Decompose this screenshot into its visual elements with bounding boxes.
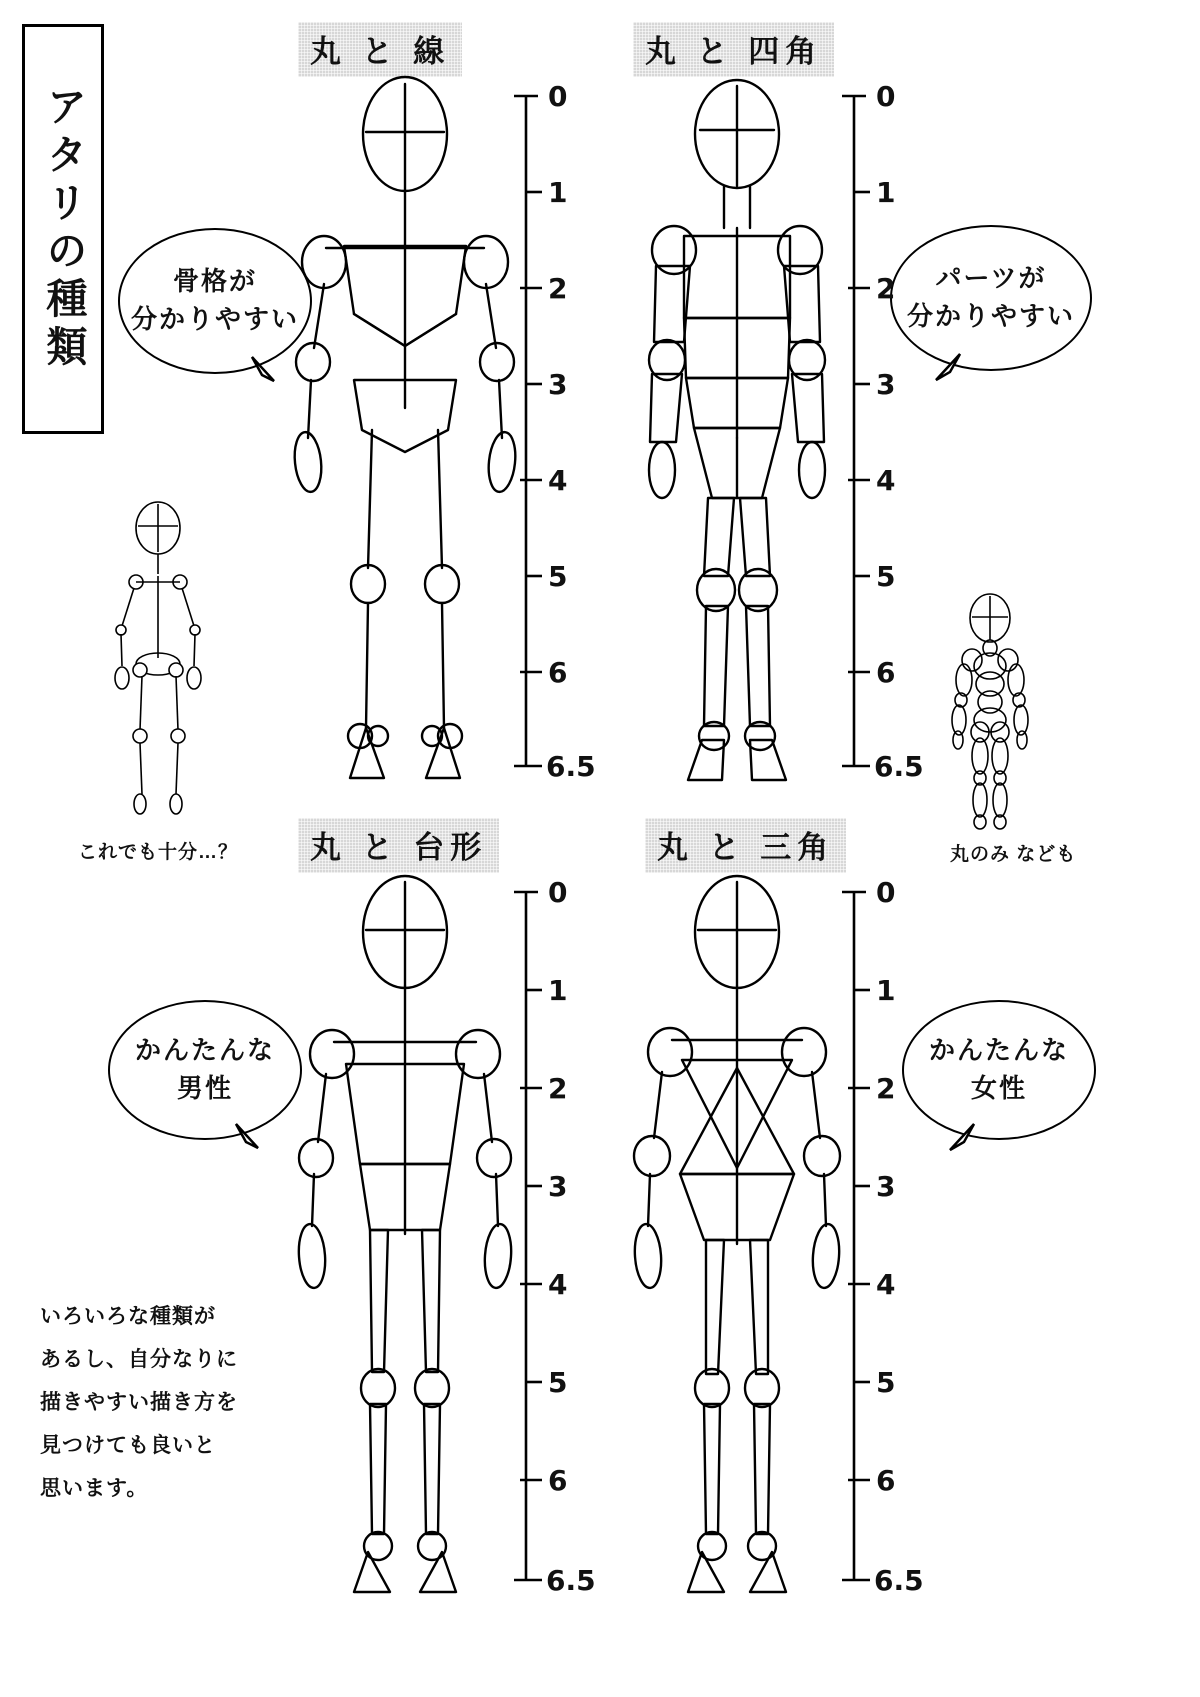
svg-text:5: 5	[548, 560, 568, 593]
section-header-maru-sen: 丸 と 線	[298, 22, 462, 77]
svg-text:6.5: 6.5	[546, 750, 596, 783]
caption-closing-line-2: あるし、自分なりに	[40, 1348, 238, 1372]
svg-text:5: 5	[548, 1366, 568, 1399]
svg-text:0: 0	[876, 80, 896, 113]
balloon-line-2: 分かりやすい	[130, 304, 299, 334]
svg-text:4: 4	[876, 464, 896, 497]
balloon-line-2: 分かりやすい	[906, 301, 1075, 331]
caption-closing-line-1: いろいろな種類が	[40, 1305, 216, 1328]
svg-text:1: 1	[548, 974, 568, 1007]
section-header-maru-daikei: 丸 と 台形	[298, 818, 499, 873]
ruler-maru-shikaku	[840, 78, 930, 783]
caption-stick-figure: これでも十分…？	[78, 842, 239, 863]
balloon-line-1: パーツが	[935, 263, 1047, 294]
svg-text:4: 4	[548, 1268, 568, 1301]
ruler-maru-daikei	[512, 874, 602, 1597]
ruler-maru-sen	[512, 78, 602, 783]
caption-closing-line-3: 描きやすい描き方を	[40, 1391, 238, 1415]
svg-text:5: 5	[876, 560, 896, 593]
caption-closing	[40, 1295, 238, 1510]
caption-closing-line-5: 思います。	[40, 1477, 149, 1501]
figure-maru-daikei	[280, 874, 530, 1614]
figure-maru-sen	[280, 78, 530, 798]
svg-text:6: 6	[548, 1464, 568, 1497]
balloon-parts-tail	[930, 352, 970, 386]
svg-text:2: 2	[548, 1072, 568, 1105]
svg-text:3: 3	[876, 1170, 896, 1203]
svg-text:6.5: 6.5	[874, 1564, 924, 1597]
svg-text:6: 6	[548, 656, 568, 689]
balloon-line-1: 骨格が	[172, 266, 257, 297]
balloon-line-2: 男性	[176, 1073, 233, 1103]
balloon-line-1: かんたんな	[134, 1035, 275, 1066]
figure-maru-sankaku	[612, 874, 862, 1614]
caption-closing-line-4: 見つけても良いと	[40, 1434, 216, 1458]
svg-text:6: 6	[876, 656, 896, 689]
balloon-line-1: かんたんな	[928, 1035, 1069, 1066]
balloon-line-2: 女性	[970, 1073, 1027, 1103]
svg-text:6: 6	[876, 1464, 896, 1497]
svg-text:6.5: 6.5	[874, 750, 924, 783]
svg-text:2: 2	[876, 272, 896, 305]
balloon-josei	[902, 1000, 1096, 1140]
balloon-dansei-tail	[232, 1122, 272, 1156]
svg-text:2: 2	[548, 272, 568, 305]
svg-text:0: 0	[548, 876, 568, 909]
svg-text:3: 3	[548, 1170, 568, 1203]
page-title: アタリの種類	[40, 85, 87, 373]
svg-text:3: 3	[876, 368, 896, 401]
svg-text:5: 5	[876, 1366, 896, 1399]
page-title-box	[22, 24, 104, 434]
svg-text:2: 2	[876, 1072, 896, 1105]
balloon-josei-tail	[944, 1122, 984, 1156]
figure-maru-shikaku	[612, 78, 862, 798]
figure-balls-only	[930, 592, 1050, 832]
balloon-dansei	[108, 1000, 302, 1140]
figure-stick	[88, 498, 228, 828]
svg-text:4: 4	[548, 464, 568, 497]
svg-text:3: 3	[548, 368, 568, 401]
svg-text:1: 1	[548, 176, 568, 209]
svg-text:0: 0	[876, 876, 896, 909]
section-header-maru-sankaku: 丸 と 三角	[645, 818, 846, 873]
svg-text:1: 1	[876, 176, 896, 209]
caption-maru-only: 丸のみ なども	[950, 844, 1077, 865]
svg-text:1: 1	[876, 974, 896, 1007]
svg-text:6.5: 6.5	[546, 1564, 596, 1597]
svg-text:4: 4	[876, 1268, 896, 1301]
svg-text:0: 0	[548, 80, 568, 113]
ruler-maru-sankaku	[840, 874, 930, 1597]
section-header-maru-shikaku: 丸 と 四角	[633, 22, 834, 77]
